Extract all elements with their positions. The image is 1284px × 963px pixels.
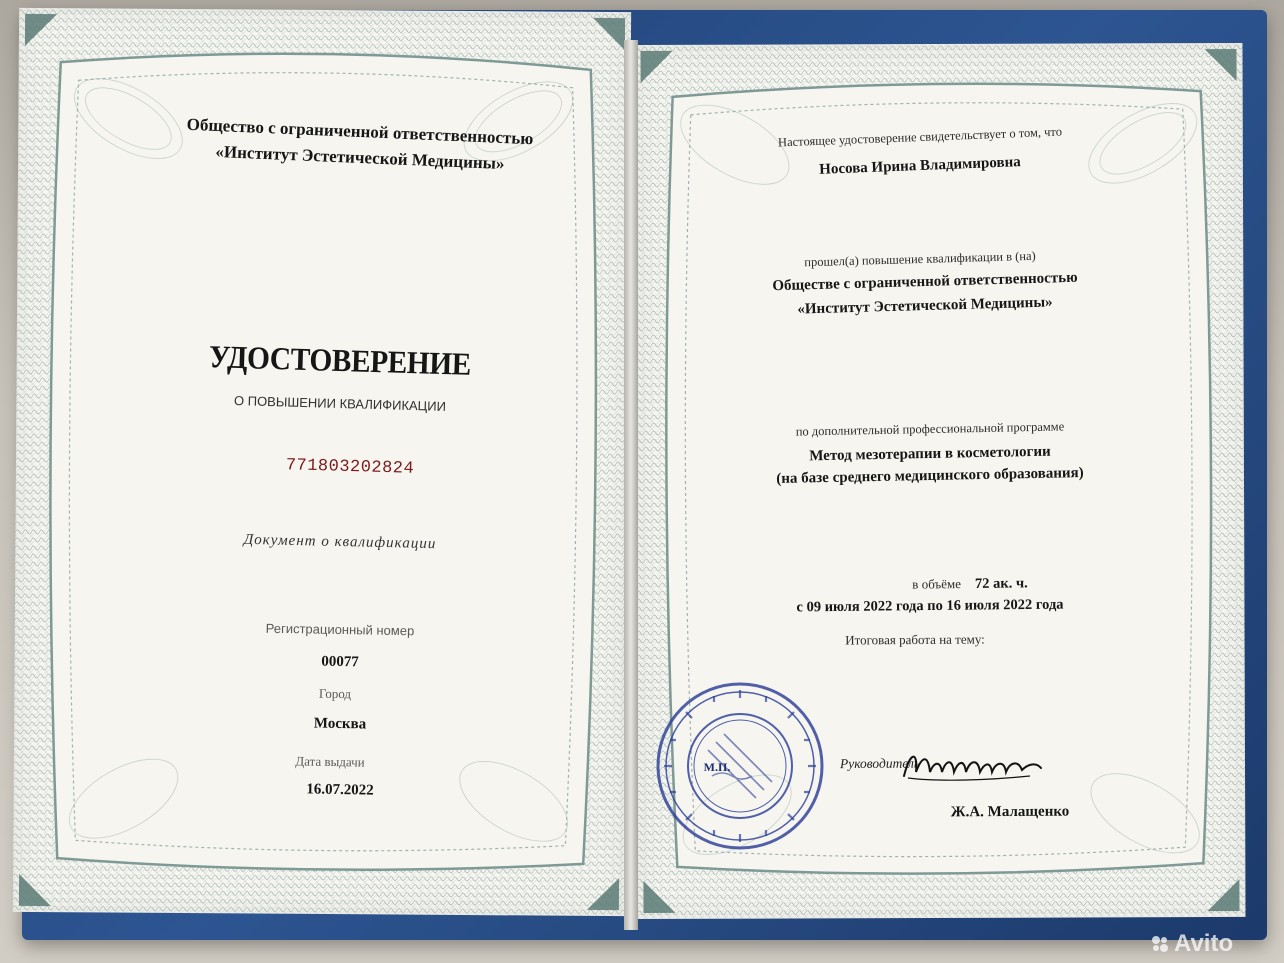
certificate-intro: Настоящее удостоверение свидетельствует о том, что <box>777 124 1063 150</box>
head-label: Руководитель <box>839 755 921 772</box>
avito-logo-icon <box>1150 934 1170 954</box>
city-value: Москва <box>313 715 367 733</box>
right-org-name-line1: Обществе с ограниченной ответственностью <box>772 269 1078 295</box>
course-name-line2: (на базе среднего медицинского образования) <box>776 465 1084 487</box>
left-org-name-line2: «Институт Эстетической Медицины» <box>215 141 505 174</box>
certificate-title: УДОСТОВЕРЕНИЕ <box>208 338 472 382</box>
avito-watermark: Avito <box>1174 930 1234 957</box>
volume-label: в объёме <box>912 576 962 592</box>
right-org-name-line2: «Институт Эстетической Медицины» <box>797 294 1053 318</box>
stamp-mark-label: М.П. <box>703 760 731 774</box>
course-volume <box>850 575 1090 595</box>
document-type: Документ о квалификации <box>243 531 437 553</box>
left-org-name-line1: Общество с ограниченной ответственностью <box>186 114 534 149</box>
handwritten-signature <box>900 742 1045 790</box>
certificate-subtitle: О ПОВЫШЕНИИ КВАЛИФИКАЦИИ <box>233 393 447 414</box>
head-name: Ж.А. Малащенко <box>950 803 1070 821</box>
registration-number-label: Регистрационный номер <box>265 620 415 639</box>
city-label: Город <box>318 685 352 702</box>
program-label: по дополнительной профессиональной программе <box>795 419 1065 439</box>
passed-training-text: прошел(а) повышение квалификации в (на) <box>804 248 1036 270</box>
course-name-line1: Метод мезотерапии в косметологии <box>809 443 1051 465</box>
registration-number: 00077 <box>321 653 359 671</box>
serial-number: 771803202824 <box>285 456 415 479</box>
book-spine <box>624 40 638 930</box>
final-work-label: Итоговая работа на тему: <box>845 631 985 648</box>
holder-full-name: Носова Ирина Владимировна <box>818 154 1021 178</box>
volume-value: 72 ак. ч. <box>974 575 1028 592</box>
issue-date: 16.07.2022 <box>306 781 374 799</box>
course-dates: с 09 июля 2022 года по 16 июля 2022 года <box>796 596 1064 616</box>
issue-date-label: Дата выдачи <box>295 753 365 770</box>
